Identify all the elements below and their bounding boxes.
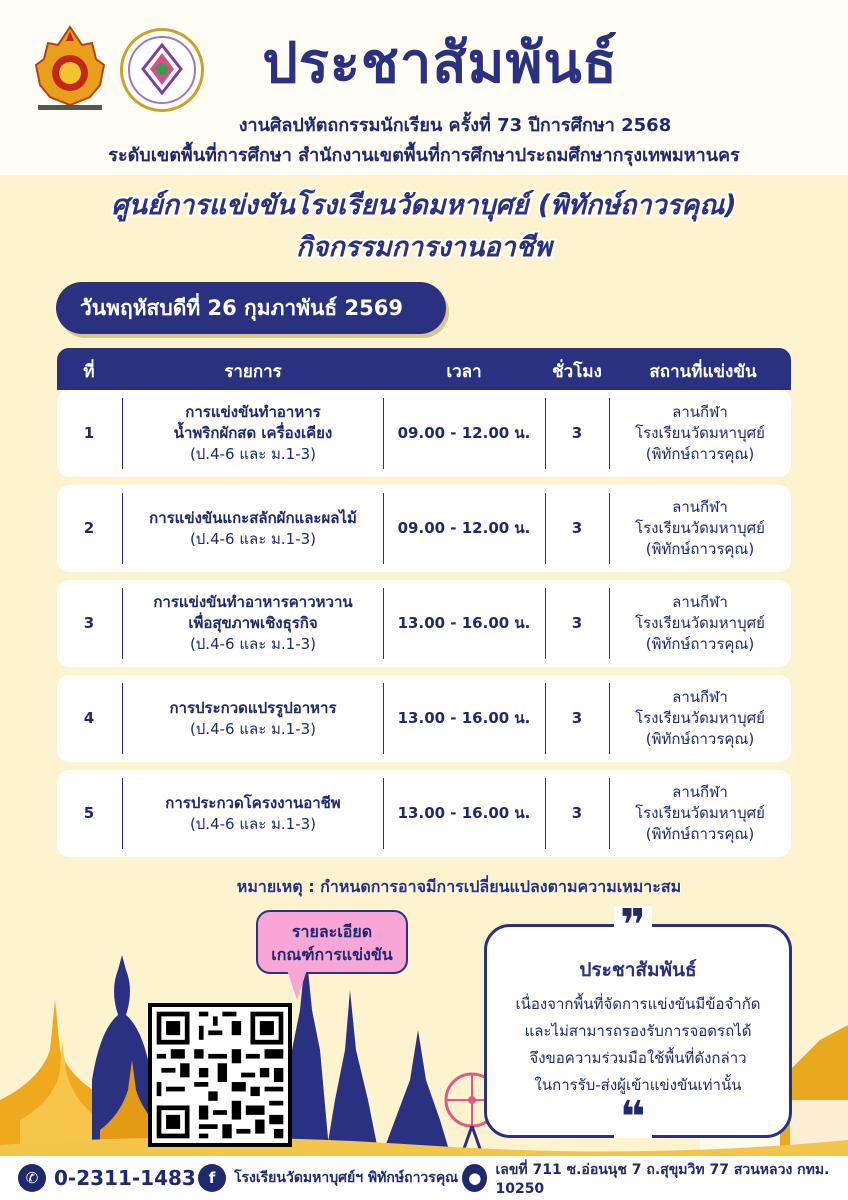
- row-place: [609, 485, 791, 572]
- place-line: (พิทักษ์ถาวรคุณ): [645, 635, 755, 653]
- row-item: [123, 390, 383, 477]
- row-item: [123, 770, 383, 857]
- header-time: เวลา: [446, 362, 482, 382]
- row-number: 3: [83, 614, 95, 632]
- phone-icon: ✆: [18, 1164, 46, 1192]
- page-title: ประชาสัมพันธ์: [262, 31, 618, 96]
- item-line: น้ำพริกผักสด เครื่องเคียง: [173, 424, 333, 442]
- table-row: [57, 485, 791, 572]
- item-line: การประกวดแปรรูปอาหาร: [169, 698, 337, 717]
- phone-number: 0-2311-1483: [54, 1166, 196, 1190]
- notice-line: และไม่สามารถรองรับการจอดรถได้: [524, 1022, 752, 1040]
- qr-label-line: รายละเอียด: [291, 922, 373, 941]
- place-line: โรงเรียนวัดมหาบุศย์: [635, 709, 765, 727]
- date-label: วันพฤหัสบดีที่ 26 กุมภาพันธ์ 2569: [80, 295, 403, 320]
- qr-label-badge: [256, 910, 408, 974]
- address-text: เลขที่ 711 ซ.อ่อนนุช 7 ถ.สุขุมวิท 77 สวนหลวง กทม. 10250: [495, 1162, 830, 1197]
- row-number: 1: [83, 424, 95, 442]
- item-line: เพื่อสุขภาพเชิงธุรกิจ: [188, 614, 318, 632]
- place-line: โรงเรียนวัดมหาบุศย์: [635, 424, 765, 442]
- table-row: [57, 770, 791, 857]
- quote-open-icon: ❞: [614, 906, 652, 946]
- row-number: 4: [83, 709, 95, 727]
- row-time: 13.00 - 16.00 น.: [397, 804, 531, 822]
- row-number: 2: [83, 519, 95, 537]
- row-item: [123, 675, 383, 762]
- place-line: ลานกีฬา: [672, 783, 728, 801]
- item-line: การประกวดโครงงานอาชีพ: [165, 793, 341, 812]
- footer-facebook[interactable]: [198, 1156, 458, 1200]
- event-subtitle: งานศิลปหัตถกรรมนักเรียน ครั้งที่ 73 ปีการศึกษา 2568: [238, 115, 672, 136]
- school-emblem-icon: [123, 31, 201, 109]
- place-line: ลานกีฬา: [672, 688, 728, 706]
- row-time: 13.00 - 16.00 น.: [397, 709, 531, 727]
- item-level: (ป.4-6 และ ม.1-3): [189, 445, 317, 463]
- row-hours: 3: [571, 519, 583, 537]
- item-level: (ป.4-6 และ ม.1-3): [189, 529, 317, 548]
- place-line: โรงเรียนวัดมหาบุศย์: [635, 614, 765, 632]
- header-no: ที่: [83, 362, 95, 382]
- header-place: สถานที่แข่งขัน: [649, 362, 757, 382]
- header-item: รายการ: [224, 362, 282, 382]
- place-line: ลานกีฬา: [672, 498, 728, 516]
- footer-phone[interactable]: [18, 1156, 196, 1200]
- row-hours: 3: [571, 709, 583, 727]
- qr-code-icon: [152, 1007, 288, 1143]
- item-level: (ป.4-6 และ ม.1-3): [189, 635, 317, 653]
- row-hours: 3: [571, 424, 583, 442]
- table-row: [57, 390, 791, 477]
- notice-line: เนื่องจากพื้นที่จัดการแข่งขันมีข้อจำกัด: [515, 995, 761, 1013]
- place-line: (พิทักษ์ถาวรคุณ): [645, 445, 755, 463]
- location-pin-icon: ●: [462, 1164, 487, 1192]
- row-number: 5: [83, 804, 95, 822]
- qr-label-line: เกณฑ์การแข่งขัน: [271, 945, 393, 964]
- notice-line: จึงขอความร่วมมือใช้พื้นที่ดังกล่าว: [529, 1049, 747, 1067]
- table-row: [57, 675, 791, 762]
- footer-address: [462, 1156, 848, 1200]
- notice-line: ในการรับ-ส่งผู้เข้าแข่งขันเท่านั้น: [534, 1076, 742, 1094]
- notice-title: ประชาสัมพันธ์: [579, 959, 697, 981]
- row-item: [123, 580, 383, 667]
- header-hours: ชั่วโมง: [552, 362, 602, 382]
- row-hours: 3: [571, 804, 583, 822]
- notice-body: [487, 991, 789, 1099]
- place-line: โรงเรียนวัดมหาบุศย์: [635, 804, 765, 822]
- row-time: 13.00 - 16.00 น.: [397, 614, 531, 632]
- quote-close-icon: ❝: [614, 1098, 652, 1138]
- competition-center-title: ศูนย์การแข่งขันโรงเรียนวัดมหาบุศย์ (พิทักษ์ถาวรคุณ): [111, 190, 737, 221]
- activity-title: กิจกรรมการงานอาชีพ: [296, 232, 552, 263]
- region-subtitle: ระดับเขตพื้นที่การศึกษา สำนักงานเขตพื้นที่การศึกษาประถมศึกษากรุงเทพมหานคร: [108, 145, 740, 166]
- facebook-icon: f: [198, 1164, 226, 1192]
- row-place: [609, 580, 791, 667]
- item-line: การแข่งขันทำอาหาร: [185, 403, 321, 421]
- place-line: โรงเรียนวัดมหาบุศย์: [635, 519, 765, 537]
- place-line: (พิทักษ์ถาวรคุณ): [645, 730, 755, 748]
- ministry-emblem-logo: [30, 25, 110, 113]
- facebook-page-name: โรงเรียนวัดมหาบุศย์ฯ พิทักษ์ถาวรคุณ: [234, 1170, 459, 1186]
- speech-tail: [287, 970, 307, 1000]
- footnote: หมายเหตุ : กำหนดการอาจมีการเปลี่ยนแปลงตามความเหมาะสม: [236, 877, 682, 896]
- qr-code[interactable]: [148, 1003, 292, 1147]
- place-line: ลานกีฬา: [672, 403, 728, 421]
- place-line: (พิทักษ์ถาวรคุณ): [645, 540, 755, 558]
- row-time: 09.00 - 12.00 น.: [397, 424, 531, 442]
- place-line: ลานกีฬา: [672, 593, 728, 611]
- row-place: [609, 675, 791, 762]
- table-header: [57, 348, 791, 390]
- place-line: (พิทักษ์ถาวรคุณ): [645, 825, 755, 843]
- row-place: [609, 770, 791, 857]
- table-row: [57, 580, 791, 667]
- item-line: การแข่งขันทำอาหารคาวหวาน: [153, 593, 353, 611]
- row-time: 09.00 - 12.00 น.: [397, 519, 531, 537]
- date-badge: [56, 282, 446, 334]
- footer-bar: [0, 1156, 848, 1200]
- school-logo: [120, 28, 204, 112]
- row-hours: 3: [571, 614, 583, 632]
- row-item: [123, 485, 383, 572]
- item-line: การแข่งขันแกะสลักผักและผลไม้: [149, 508, 357, 527]
- item-level: (ป.4-6 และ ม.1-3): [189, 814, 317, 833]
- row-place: [609, 390, 791, 477]
- item-level: (ป.4-6 และ ม.1-3): [189, 719, 317, 738]
